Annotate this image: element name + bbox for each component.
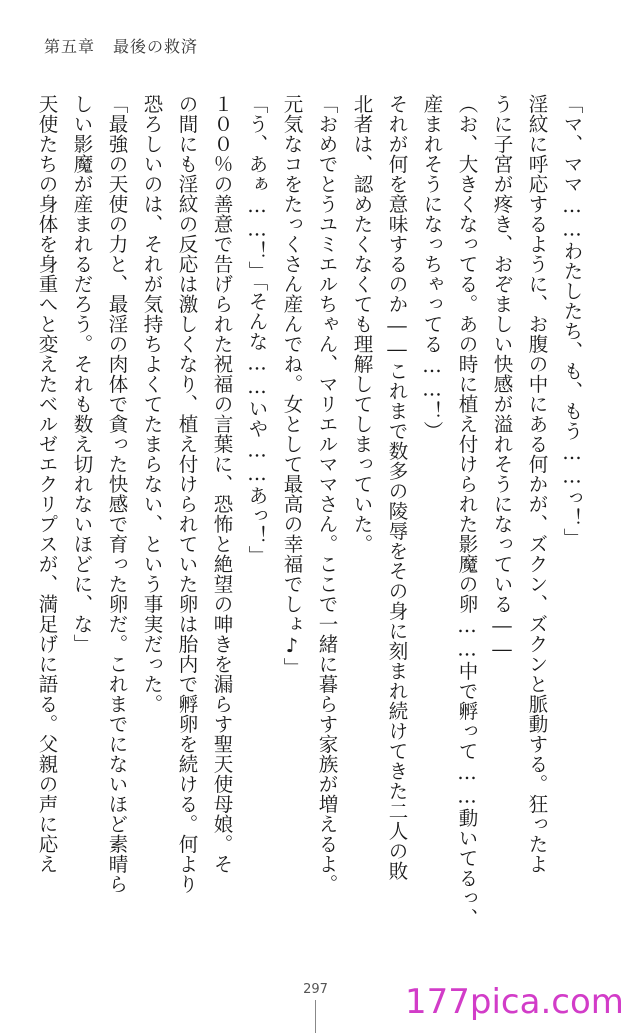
text-column: 恐ろしいのは、それが気持ちよくてたまらない、という事実だった。 <box>140 94 164 714</box>
watermark: 177pica.com <box>405 982 624 1022</box>
text-column: うに子宮が疼き、おぞましい快感が溢れそうになっている―― <box>490 94 514 661</box>
text-column: しい影魔が産まれるだろう。それも数え切れないほどに、な」 <box>70 94 94 654</box>
text-column: （お、大きくなってる。あの時に植え付けられた影魔の卵……中で孵って……動いてるっ、 <box>455 94 479 928</box>
text-column: 淫紋に呼応するように、お腹の中にある何かが、ズクン、ズクンと脈動する。狂ったよ <box>525 94 549 874</box>
text-column: 「う、あぁ……！」「そんな……いや……あっ！」 <box>245 94 269 566</box>
text-column: １００％の善意で告げられた祝福の言葉に、恐怖と絶望の呻きを漏らす聖天使母娘。そ <box>210 94 234 874</box>
text-column: 天使たちの身体を身重へと変えたベルゼエクリプスが、満足げに語る。父親の声に応え <box>35 94 59 874</box>
text-column: 北者は、認めたくなくても理解してしまっていた。 <box>350 94 374 554</box>
text-column: 「おめでとうユミエルちゃん、マリエルママさん。ここで一緒に暮らす家族が増えるよ。 <box>315 94 339 894</box>
chapter-title: 最後の救済 <box>113 37 199 56</box>
chapter-label: 第五章 <box>44 37 96 56</box>
text-column: 産まれそうになっちゃってる……！） <box>420 94 444 441</box>
text-column: の間にも淫紋の反応は激しくなり、植え付けられていた卵は胎内で孵卵を続ける。何より <box>175 94 199 894</box>
folio-rule <box>315 1000 316 1033</box>
text-column: 「マ、ママ……わたしたち、も、もう……っ！」 <box>560 94 584 548</box>
page-number: 297 <box>303 982 328 997</box>
text-column: 「最強の天使の力と、最淫の肉体で貪った快感で育った卵だ。これまでにないほど素晴ら <box>105 94 129 894</box>
text-column: 元気なコをたっくさん産んでね。女として最高の幸福でしょ♪」 <box>280 94 304 678</box>
text-column: それが何を意味するのか――これまで数多の陵辱をその身に刻まれ続けてきた二人の敗 <box>385 94 409 881</box>
running-head <box>44 34 198 57</box>
